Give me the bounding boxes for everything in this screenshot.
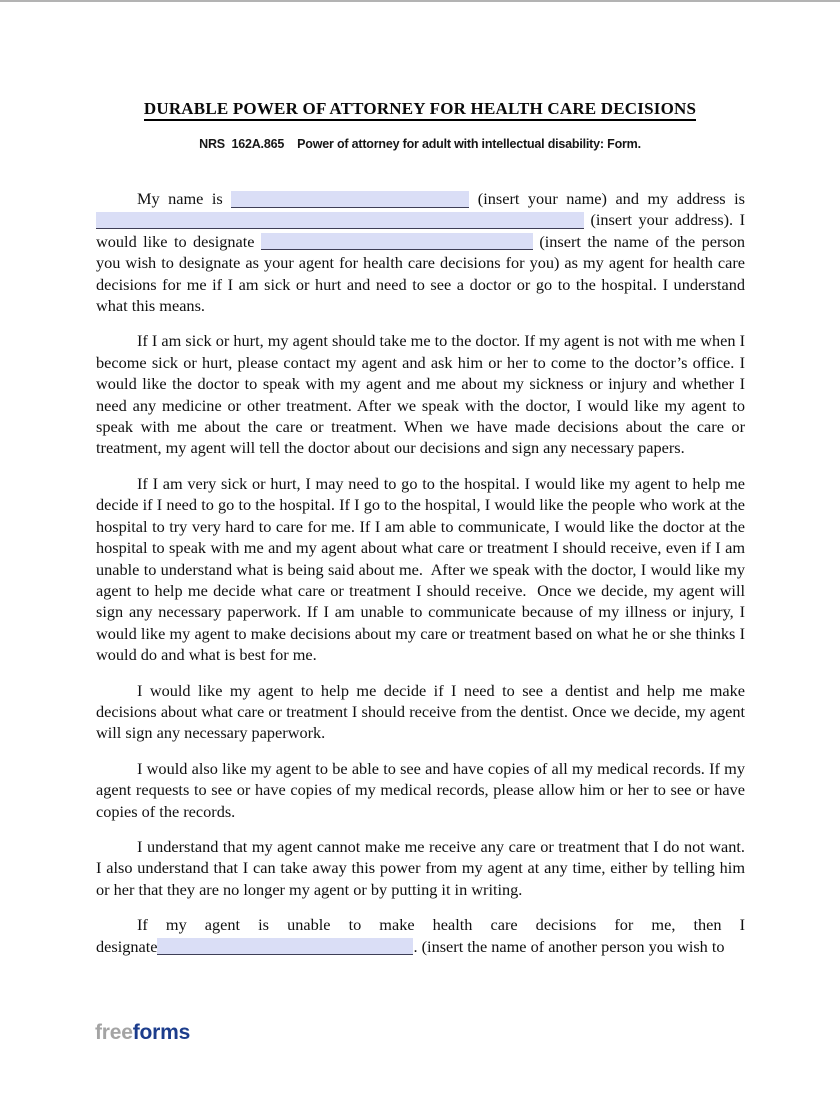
text-run: (insert your name) and my address is: [469, 189, 745, 208]
paragraph-alternate-agent: [96, 914, 745, 957]
paragraph-revocation-rights: [96, 836, 745, 900]
paragraph-dentist-care: [96, 680, 745, 744]
text-run: If my agent is unable to make health care decisions for me, then I: [137, 915, 745, 935]
freeforms-logo: [95, 1021, 190, 1045]
viewport-top-edge: [0, 0, 840, 2]
paragraph-medical-records: [96, 758, 745, 822]
statute-line: NRS 162A.865 Power of attorney for adult with intellectual disability: Form.: [199, 137, 641, 151]
document-title-text: DURABLE POWER OF ATTORNEY FOR HEALTH CARE DECISIONS: [144, 99, 696, 121]
agent-name-field[interactable]: [261, 233, 533, 250]
text-run: . (insert the name of another person you wish to: [413, 936, 725, 956]
alternate-agent-name-field[interactable]: [157, 938, 413, 955]
document-body: [96, 188, 745, 957]
paragraph-intro-designation: [96, 188, 745, 316]
text-run: I would like my agent to help me decide if I need to see a dentist and help me make decisions about what care or treatment I should receive from the dentist. Once we decide, my agent will sign any necessary paperwork.: [96, 680, 745, 743]
text-run: My name is: [137, 189, 232, 208]
text-run: I would also like my agent to be able to see and have copies of all my medical records. If my agent requests to see or have copies of my medical records, please allow him or her to see or have copies of the records.: [96, 758, 745, 821]
text-run: I understand that my agent cannot make me receive any care or treatment that I do not want. I also understand that I can take away this power from my agent at any time, either by telling him or her that they are no longer my agent or by putting it in writing.: [96, 836, 745, 899]
text-run: If I am very sick or hurt, I may need to go to the hospital. I would like my agent to help me decide if I need to go to the hospital. If I go to the hospital, I would like the people who work at the hospital to try very hard to care for me. If I am able to communicate, I would like the doctor at the hospital to speak with me and my agent about what care or treatment I should receive, even if I am unable to understand what is being said about me. After we speak with the doctor, I would like my agent to help me decide what care or treatment I should receive. Once we decide, my agent will sign any necessary paperwork. If I am unable to communicate because of my illness or injury, I would like my agent to make decisions about my care or treatment based on what he or she thinks I would do and what is best for me.: [96, 473, 745, 665]
paragraph-hospital-care: [96, 473, 745, 666]
text-run: designate: [96, 936, 158, 956]
principal-address-field[interactable]: [96, 212, 584, 229]
text-run: (insert your address). I would like to designate: [96, 210, 745, 251]
paragraph-doctor-visits: [96, 330, 745, 458]
text-run: If I am sick or hurt, my agent should take me to the doctor. If my agent is not with me when I become sick or hurt, please contact my agent and ask him or her to come to the doctor’s office. I would like the doctor to speak with my agent and me about my sickness or injury and whether I need any medicine or other treatment. After we speak with the doctor, I would like my agent to speak with me about the care or treatment. When we have made decisions about the care or treatment, my agent will tell the doctor about our decisions and sign any necessary papers.: [96, 331, 745, 458]
document-title: [0, 99, 840, 119]
principal-name-field[interactable]: [231, 191, 469, 208]
logo-forms: forms: [132, 1021, 191, 1044]
inline-group: [96, 936, 413, 957]
logo-free: free: [95, 1021, 133, 1044]
text-run: (insert the name of the person you wish to designate as your agent for health care decisions for you) as my agent for health care decisions for me if I am sick or hurt and need to see a doctor or go to the hospital. I understand what this means.: [96, 231, 745, 316]
